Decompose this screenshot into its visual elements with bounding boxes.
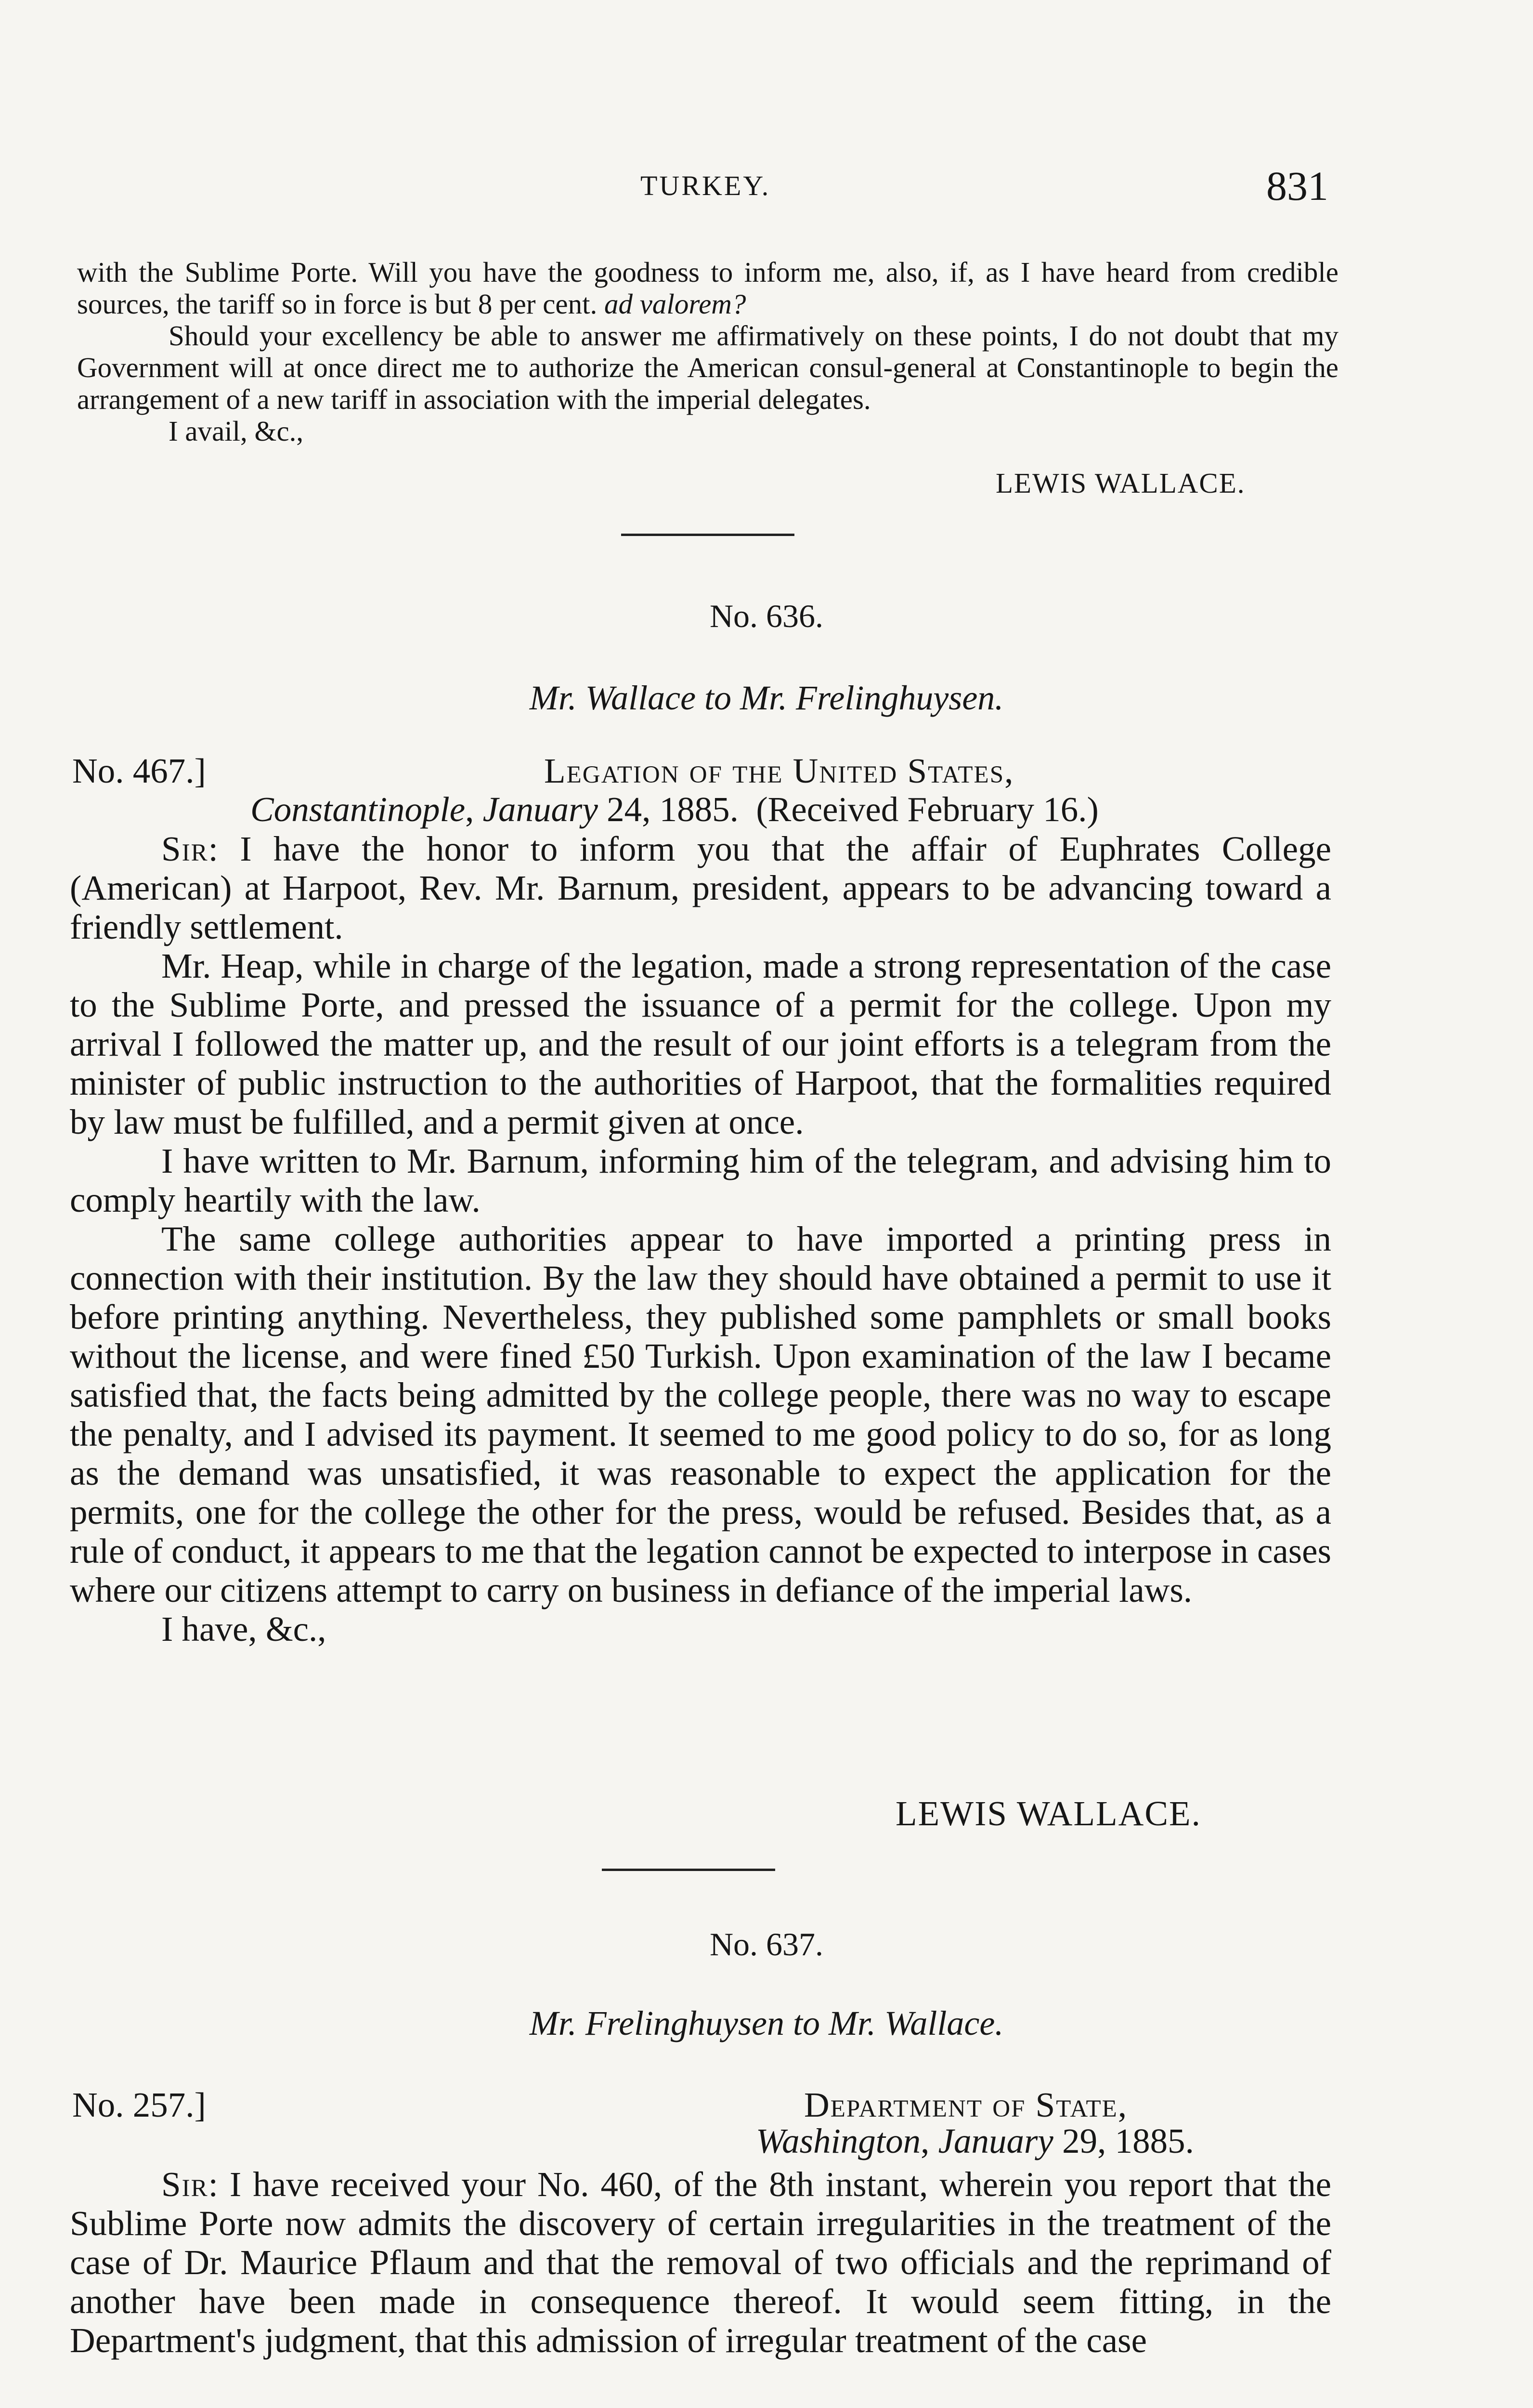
dateline-636: Constantinople, January 24, 1885. (Received February 16.) bbox=[250, 790, 1099, 829]
running-head-title: TURKEY. bbox=[640, 170, 771, 201]
letter-637-paragraph-1: Sir: I have received your No. 460, of the 8th instant, wherein you report that the Sublime Porte now admits the discovery of certain irregularities in the treatment of the case of Dr. Maurice Pflaum and that the removal of two officials and the reprimand of another have been made in consequence thereof. It would seem fitting, in the Department's judgment, that this admission of irregular treatment of the case bbox=[70, 2165, 1331, 2360]
document-caption-636: Mr. Wallace to Mr. Frelinghuysen. bbox=[529, 679, 1004, 717]
letter-636-paragraph-2: Mr. Heap, while in charge of the legation, made a strong representation of the case to the Sublime Porte, and pressed the issuance of a permit for the college. Upon my arrival I followed the matter up, and the result of our joint efforts is a telegram from the minister of public instruction to the authorities of Harpoot, that the formalities required by law must be fulfilled, and a permit given at once. bbox=[70, 946, 1331, 1141]
prev-letter-closing: I avail, &c., bbox=[169, 415, 304, 447]
prev-letter-paragraph-1: with the Sublime Porte. Will you have the goodness to inform me, also, if, as I have heard from credible sources, the tariff so in force is but 8 per cent. ad valorem? bbox=[77, 256, 1338, 320]
sender-origin-637: Department of State, bbox=[804, 2085, 1128, 2124]
letter-body-637 bbox=[70, 2165, 1331, 2360]
letter-body-636 bbox=[70, 829, 1331, 1649]
document-caption-637: Mr. Frelinghuysen to Mr. Wallace. bbox=[529, 2004, 1004, 2042]
document-number-637: No. 637. bbox=[709, 1926, 824, 1963]
prev-letter-signature: LEWIS WALLACE. bbox=[996, 467, 1246, 499]
page-number: 831 bbox=[1266, 163, 1328, 209]
reference-number-637: No. 257.] bbox=[72, 2085, 206, 2124]
letter-636-paragraph-1: Sir: I have the honor to inform you that the affair of Euphrates College (American) at Harpoot, Rev. Mr. Barnum, president, appears to be advancing toward a friendly settlement. bbox=[70, 829, 1331, 946]
section-divider bbox=[602, 1869, 775, 1871]
dateline-637: Washington, January 29, 1885. bbox=[756, 2121, 1194, 2160]
sender-origin-636: Legation of the United States, bbox=[544, 751, 1014, 790]
prev-letter-text bbox=[77, 256, 1338, 447]
letter-636-signature: LEWIS WALLACE. bbox=[896, 1794, 1201, 1833]
letter-636-paragraph-3: I have written to Mr. Barnum, informing him of the telegram, and advising him to comply heartily with the law. bbox=[70, 1141, 1331, 1219]
section-divider bbox=[621, 534, 794, 536]
document-number-636: No. 636. bbox=[709, 598, 824, 634]
letter-636-closing: I have, &c., bbox=[161, 1610, 326, 1649]
letter-636-paragraph-4: The same college authorities appear to have imported a printing press in connection with their institution. By the law they should have obtained a permit to use it before printing anything. Nevertheless, they published some pamphlets or small books without the license, and were fined £50 Turkish. Upon examination of the law I became satisfied that, the facts being admitted by the college people, there was no way to escape the penalty, and I advised its payment. It seemed to me good policy to do so, for as long as the demand was unsatisfied, it was reasonable to expect the application for the permits, one for the college the other for the press, would be refused. Besides that, as a rule of conduct, it appears to me that the legation cannot be expected to interpose in cases where our citizens attempt to carry on business in defiance of the imperial laws. bbox=[70, 1219, 1331, 1610]
prev-letter-paragraph-2: Should your excellency be able to answer me affirmatively on these points, I do not doubt that my Government will at once direct me to authorize the American consul-general at Constantinople to begin the arrangement of a new tariff in association with the imperial delegates. bbox=[77, 320, 1338, 415]
reference-number-636: No. 467.] bbox=[72, 751, 206, 790]
